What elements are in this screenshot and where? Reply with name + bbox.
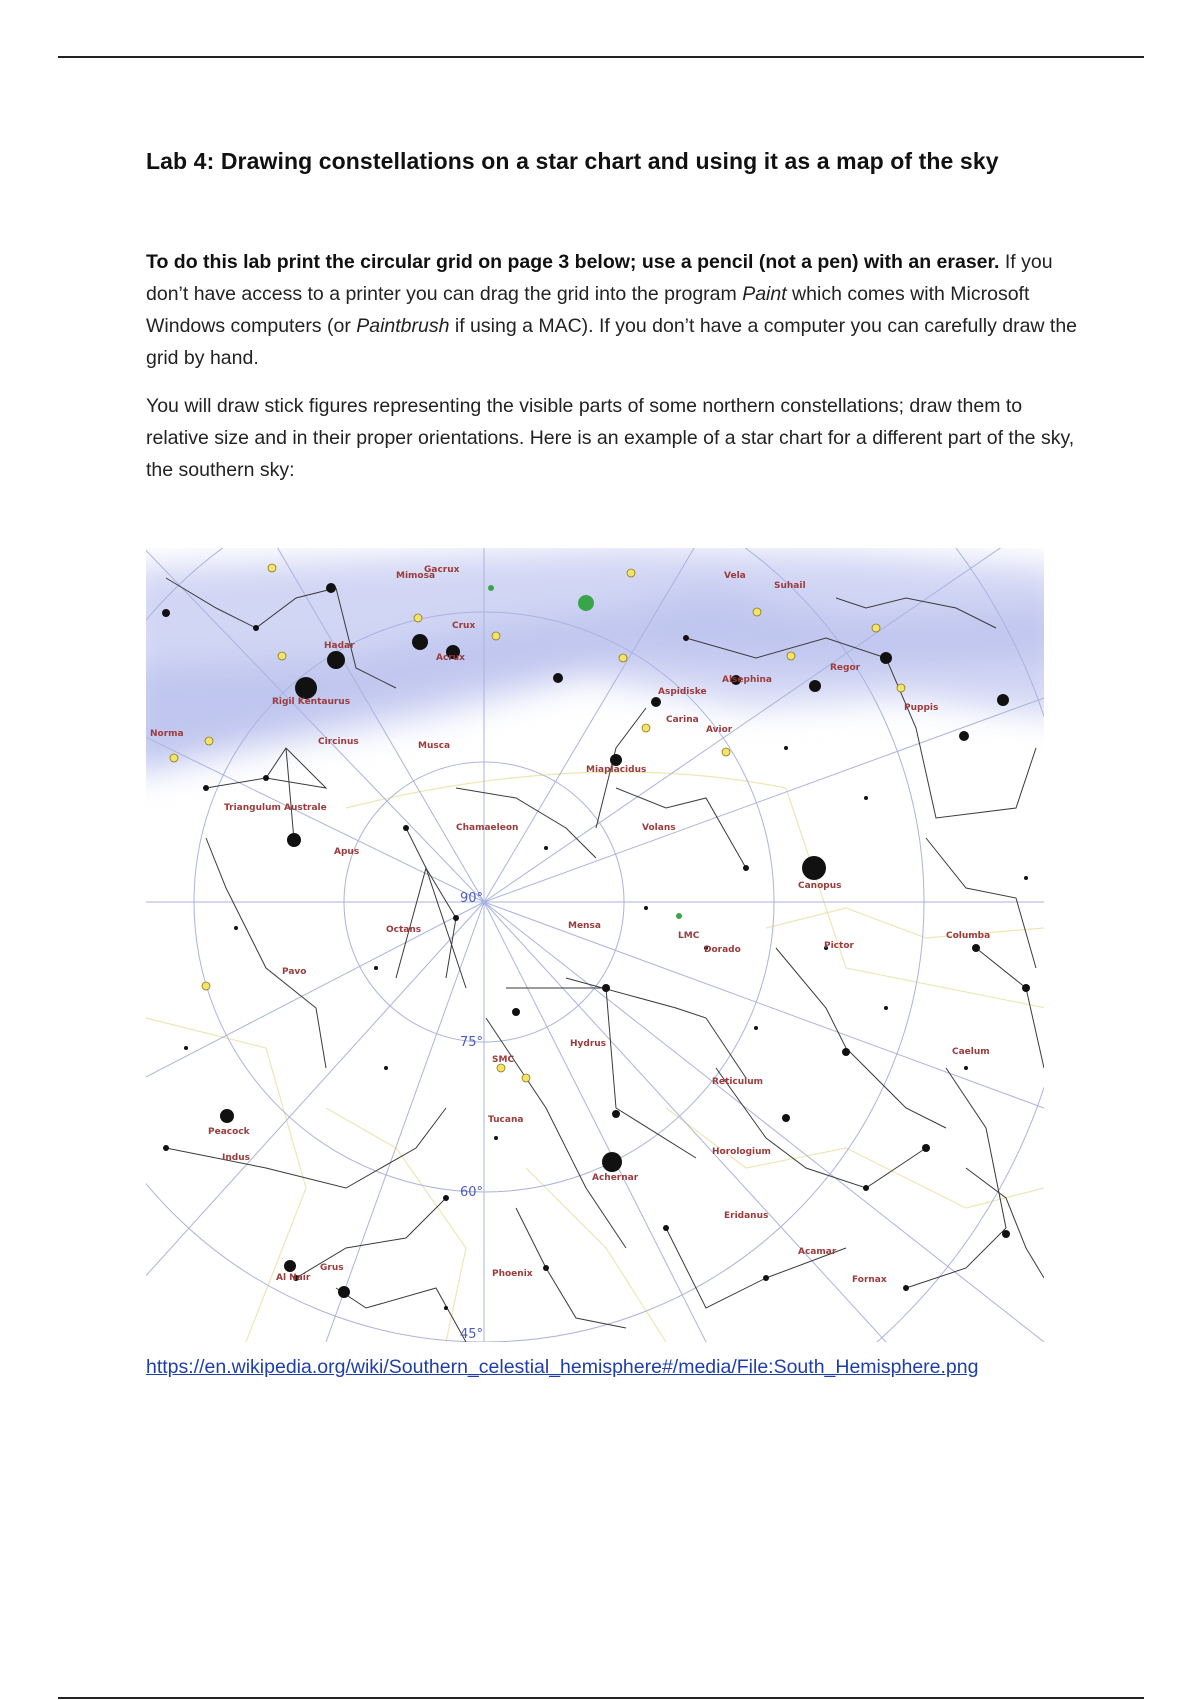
label-alsephina: Alsephina bbox=[722, 675, 772, 685]
label-grus: Grus bbox=[320, 1263, 344, 1273]
label-suhail: Suhail bbox=[774, 581, 806, 591]
label-apus: Apus bbox=[334, 847, 360, 857]
dec-label-45: 45° bbox=[460, 1327, 484, 1342]
label-gacrux: Gacrux bbox=[424, 565, 460, 575]
label-rigil-kentaurus: Rigil Kentaurus bbox=[272, 697, 351, 707]
label-circinus: Circinus bbox=[318, 737, 359, 747]
label-eridanus: Eridanus bbox=[724, 1211, 769, 1221]
label-fornax: Fornax bbox=[852, 1275, 887, 1285]
label-volans: Volans bbox=[642, 823, 676, 833]
label-tucana: Tucana bbox=[488, 1115, 524, 1125]
label-regor: Regor bbox=[830, 663, 861, 673]
label-phoenix: Phoenix bbox=[492, 1269, 533, 1279]
header-rule bbox=[58, 56, 1144, 58]
label-vela: Vela bbox=[724, 571, 746, 581]
label-acamar: Acamar bbox=[798, 1247, 837, 1257]
label-smc: SMC bbox=[492, 1055, 515, 1065]
label-aspidiske: Aspidiske bbox=[658, 687, 707, 697]
southern-sky-star-chart bbox=[146, 548, 1044, 1342]
instructions-text-a: If you don’t have access to a printer you can drag the grid into the program bbox=[146, 251, 1053, 305]
paint-program-name: Paint bbox=[742, 283, 787, 305]
label-musca: Musca bbox=[418, 741, 451, 751]
label-horologium: Horologium bbox=[712, 1147, 771, 1157]
instructions-bold-lead: To do this lab print the circular grid on page 3 below; use a pencil (not a pen) with an eraser. bbox=[146, 251, 1000, 273]
page-title: Lab 4: Drawing constellations on a star chart and using it as a map of the sky bbox=[146, 148, 999, 174]
label-miaplacidus: Miaplacidus bbox=[586, 765, 647, 775]
label-acrux: Acrux bbox=[436, 653, 465, 663]
footer-rule bbox=[58, 1697, 1144, 1699]
label-pictor: Pictor bbox=[824, 941, 854, 951]
label-hydrus: Hydrus bbox=[570, 1039, 607, 1049]
star-chart-svg bbox=[146, 548, 1044, 1342]
label-mensa: Mensa bbox=[568, 921, 601, 931]
label-peacock: Peacock bbox=[208, 1127, 250, 1137]
label-dorado: Dorado bbox=[704, 945, 741, 955]
label-avior: Avior bbox=[706, 725, 733, 735]
label-al-nair: Al Nair bbox=[276, 1273, 311, 1283]
description-paragraph: You will draw stick figures representing the visible parts of some northern constellations; draw them to relative size and in their proper orientations. Here is an example of a star chart for a different part of the sky, the southern sky: bbox=[146, 395, 1075, 481]
label-triangulum-australe: Triangulum Australe bbox=[224, 803, 327, 813]
label-caelum: Caelum bbox=[952, 1047, 990, 1057]
instructions-paragraph bbox=[146, 246, 1086, 374]
dec-label-90: 90° bbox=[460, 891, 484, 906]
label-crux: Crux bbox=[452, 621, 476, 631]
label-puppis: Puppis bbox=[904, 703, 939, 713]
label-indus: Indus bbox=[222, 1153, 250, 1163]
label-octans: Octans bbox=[386, 925, 422, 935]
label-hadar: Hadar bbox=[324, 641, 355, 651]
label-pavo: Pavo bbox=[282, 967, 307, 977]
label-chamaeleon: Chamaeleon bbox=[456, 823, 519, 833]
instructions-text-c: if using a MAC). If you don’t have a computer you can carefully draw the grid by hand. bbox=[146, 315, 1078, 369]
dec-label-60: 60° bbox=[460, 1185, 484, 1200]
instructions-text-b: which comes with Microsoft Windows computers (or bbox=[146, 283, 1030, 337]
label-carina: Carina bbox=[666, 715, 699, 725]
label-achernar: Achernar bbox=[592, 1173, 639, 1183]
label-reticulum: Reticulum bbox=[712, 1077, 764, 1087]
label-canopus: Canopus bbox=[798, 881, 842, 891]
dec-label-75: 75° bbox=[460, 1035, 484, 1050]
source-link[interactable]: https://en.wikipedia.org/wiki/Southern_celestial_hemisphere#/media/File:South_Hemisphere.png bbox=[146, 1356, 979, 1378]
label-columba: Columba bbox=[946, 931, 991, 941]
label-lmc: LMC bbox=[678, 931, 700, 941]
paintbrush-program-name: Paintbrush bbox=[356, 315, 450, 337]
label-norma: Norma bbox=[150, 729, 184, 739]
label-mimosa: Mimosa bbox=[396, 571, 436, 581]
